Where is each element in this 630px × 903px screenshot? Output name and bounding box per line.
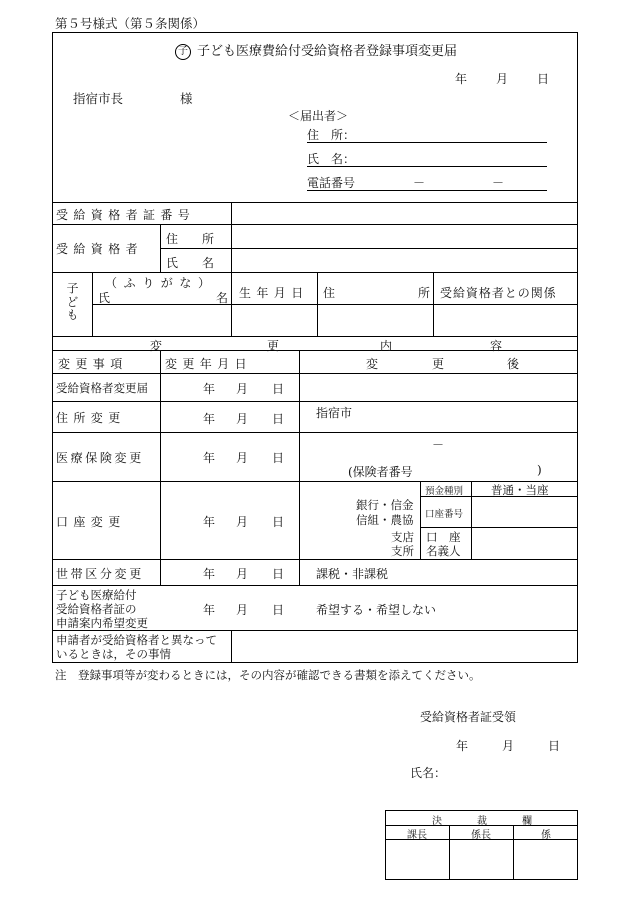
child-address-juu: 住 — [323, 286, 336, 300]
child-address-field[interactable] — [318, 305, 432, 335]
account-number-field[interactable] — [472, 497, 577, 526]
notifier-phone-label: 電話番号 — [307, 176, 356, 190]
holder-address-label: 住 所 — [166, 232, 215, 246]
bank-type-2: 信組・農協 — [356, 513, 414, 527]
receipt-name-label: 氏名： — [410, 766, 447, 780]
row-insurance-change: 医療保険変更 — [56, 451, 144, 465]
guidance-option[interactable]: 希望する・希望しない — [316, 603, 437, 617]
row-guidance-3: 申請案内希望変更 — [56, 616, 148, 630]
col-date-label: 変更年月日 — [165, 357, 253, 371]
date-day: 日 — [272, 515, 285, 529]
date-year: 年 — [203, 412, 216, 426]
header-date-day: 日 — [537, 72, 550, 86]
approval-title-3: 欄 — [522, 816, 532, 827]
rule — [52, 272, 578, 273]
date-month: 月 — [236, 412, 249, 426]
changes-header-2: 更 — [267, 339, 280, 353]
relation-label: 受給資格者との関係 — [440, 286, 557, 300]
approval-role-section-chief: 課長 — [407, 830, 427, 841]
date-day: 日 — [272, 567, 285, 581]
cert-number-label: 受給資格者証番号 — [56, 208, 196, 222]
row-guidance-1: 子ども医療給付 — [56, 588, 137, 602]
rule — [52, 559, 578, 560]
approval-box — [385, 810, 578, 880]
holder-name-field[interactable] — [232, 249, 577, 271]
row-reason-2: いるときは，その事情 — [56, 647, 171, 661]
notifier-address-label: 住 所： — [307, 128, 356, 142]
approval-title-1: 決 — [432, 816, 442, 827]
rule — [160, 350, 161, 585]
footnote: 注 登録事項等が変わるときには，その内容が確認できる書類を添えてください。 — [55, 668, 481, 682]
row-address-change: 住所変更 — [56, 411, 126, 425]
child-address-sho: 所 — [418, 286, 431, 300]
approval-stamp-slot[interactable] — [450, 840, 512, 878]
rule — [52, 401, 578, 402]
cert-number-field[interactable] — [232, 203, 577, 223]
header-date-year: 年 — [455, 72, 468, 86]
tax-option[interactable]: 課税・非課税 — [316, 567, 389, 581]
col-after-1: 変 — [366, 357, 379, 371]
changes-header-3: 内 — [380, 339, 393, 353]
row-cert-change: 受給資格者変更届 — [56, 381, 148, 395]
form-title-text: 子ども医療費給付受給資格者登録事項変更届 — [197, 44, 458, 59]
holder-name-label: 氏 名 — [166, 256, 215, 270]
phone-separator-2: － — [492, 176, 505, 190]
col-item-label: 変更事項 — [58, 357, 128, 371]
holder-label: 受給資格者 — [56, 242, 144, 256]
receipt-year: 年 — [456, 739, 469, 753]
date-year: 年 — [203, 515, 216, 529]
address-after: 指宿市 — [316, 406, 353, 420]
reason-field[interactable] — [232, 631, 577, 662]
child-badge-icon: 子 — [175, 44, 191, 60]
furigana-label: （ふりがな） — [105, 276, 217, 290]
date-month: 月 — [236, 451, 249, 465]
rule — [52, 585, 578, 586]
rule — [52, 432, 578, 433]
row-reason-1: 申請者が受給資格者と異なって — [56, 633, 217, 647]
account-number-label: 口座番号 — [425, 509, 464, 520]
notifier-heading: ＜届出者＞ — [288, 109, 349, 123]
child-mei-label: 名 — [216, 291, 229, 305]
date-day: 日 — [272, 382, 285, 396]
receipt-day: 日 — [548, 739, 561, 753]
child-birthdate-field[interactable] — [232, 305, 316, 335]
date-year: 年 — [203, 382, 216, 396]
notifier-name-field[interactable] — [307, 150, 547, 167]
rule — [420, 481, 421, 559]
child-shi-label: 氏 — [98, 291, 111, 305]
notifier-name-label: 氏 名： — [307, 152, 356, 166]
deposit-type-value[interactable]: 普通・当座 — [491, 483, 549, 497]
row-household-change: 世帯区分変更 — [56, 567, 144, 581]
notifier-phone-field[interactable] — [307, 174, 547, 191]
date-day: 日 — [272, 412, 285, 426]
date-month: 月 — [236, 567, 249, 581]
account-holder-label-1: 口 座 — [426, 530, 461, 544]
date-month: 月 — [236, 603, 249, 617]
rule — [299, 350, 300, 585]
approval-role-subsection-chief: 係長 — [471, 830, 491, 841]
approval-title-2: 裁 — [477, 816, 487, 827]
holder-address-field[interactable] — [232, 225, 577, 247]
branch-1: 支店 — [391, 530, 414, 544]
birthdate-label: 生年月日 — [239, 286, 309, 300]
date-day: 日 — [272, 451, 285, 465]
account-holder-field[interactable] — [472, 528, 577, 558]
col-after-3: 後 — [507, 357, 520, 371]
date-month: 月 — [236, 515, 249, 529]
row-account-change: 口座変更 — [56, 515, 126, 529]
row-guidance-2: 受給資格者証の — [56, 602, 137, 616]
receipt-title: 受給資格者証受領 — [420, 710, 517, 724]
rule — [52, 373, 578, 374]
date-year: 年 — [203, 603, 216, 617]
insurance-number-close: ) — [537, 463, 542, 477]
form-number: 第５号様式（第５条関係） — [55, 16, 206, 31]
rule — [160, 224, 161, 272]
col-after-2: 更 — [432, 357, 445, 371]
date-year: 年 — [203, 567, 216, 581]
addressee-honorific: 様 — [180, 91, 193, 106]
changes-header-1: 変 — [150, 339, 163, 353]
changes-header-4: 容 — [490, 339, 503, 353]
branch-2: 支所 — [391, 544, 414, 558]
form-title — [175, 40, 457, 60]
header-date-month: 月 — [496, 72, 509, 86]
account-holder-label-2: 名義人 — [426, 544, 461, 558]
relation-field[interactable] — [434, 305, 577, 335]
addressee-name: 指宿市長 — [73, 91, 124, 106]
approval-stamp-slot[interactable] — [514, 840, 576, 878]
approval-stamp-slot[interactable] — [387, 840, 448, 878]
date-year: 年 — [203, 451, 216, 465]
phone-separator-1: － — [413, 176, 426, 190]
bank-type-1: 銀行・信金 — [356, 498, 414, 512]
notifier-address-field[interactable] — [307, 126, 547, 143]
date-month: 月 — [236, 382, 249, 396]
date-day: 日 — [272, 603, 285, 617]
deposit-type-label: 預金種別 — [425, 486, 464, 497]
insurance-number-label: (保険者番号 — [348, 465, 413, 479]
approval-role-staff: 係 — [541, 830, 551, 841]
insurance-dash: － — [432, 438, 445, 452]
child-name-field[interactable] — [93, 305, 230, 335]
receipt-month: 月 — [502, 739, 515, 753]
child-label: 子ども — [65, 282, 79, 322]
